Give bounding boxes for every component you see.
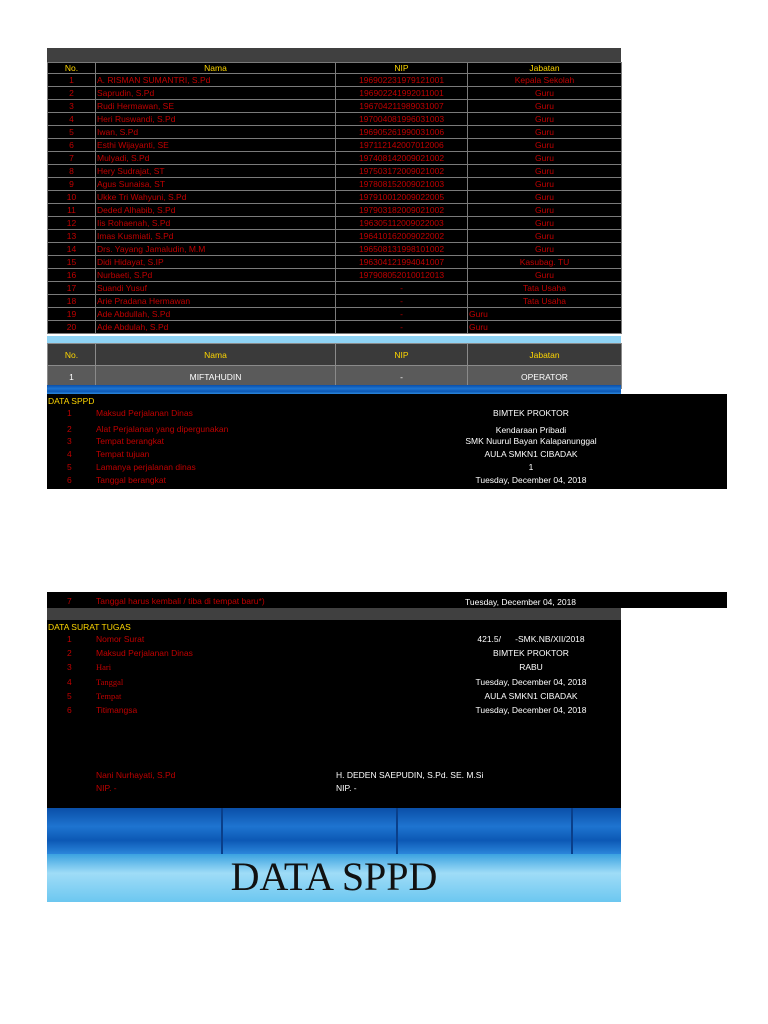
cell-no: 19 [48,308,96,321]
table-row [48,126,622,139]
cell-jabatan: Tata Usaha [468,282,622,295]
col-header-nama: Nama [96,63,336,74]
col-header-no: No. [48,63,96,74]
cell-jabatan: Guru [468,87,622,100]
sppd-item-no: 6 [67,475,72,485]
cell-nip: 197910012009022005 [336,191,468,204]
cell-nip: 197408142009021002 [336,152,468,165]
banner [47,808,621,902]
sppd-item-label: Alat Perjalanan yang dipergunakan [96,424,229,434]
cell-no: 12 [48,217,96,230]
cell-nama: Mulyadi, S.Pd [96,152,336,165]
cell-no: 1 [48,74,96,87]
cell-nama: Ade Abdullah, S.Pd [96,308,336,321]
op-no: 1 [48,366,96,389]
table-row [48,269,622,282]
cell-nama: Hery Sudrajat, ST [96,165,336,178]
surat-item-no: 3 [67,662,72,672]
cell-jabatan: Guru [468,191,622,204]
op-nama: MIFTAHUDIN [96,366,336,389]
cell-nip: 197908052010012013 [336,269,468,282]
wave-strip [47,385,621,394]
signer-right-name: H. DEDEN SAEPUDIN, S.Pd. SE. M.Si [336,770,484,780]
sppd-item-label: Tempat berangkat [96,436,165,446]
table-row [48,256,622,269]
surat-item-label: Tempat [96,691,122,701]
surat-item-value: Tuesday, December 04, 2018 [475,705,587,715]
cell-jabatan: Guru [468,113,622,126]
cell-no: 13 [48,230,96,243]
cell-jabatan: Tata Usaha [468,295,622,308]
table-row [48,87,622,100]
cell-no: 9 [48,178,96,191]
cell-nip: - [336,295,468,308]
cell-jabatan: Guru [468,152,622,165]
cell-nip: 196508131998101002 [336,243,468,256]
banner-wave-top [47,808,621,854]
cell-nip: 196304121994041007 [336,256,468,269]
cell-no: 15 [48,256,96,269]
surat-item-value: BIMTEK PROKTOR [493,648,569,658]
banner-wave-divider [396,808,398,854]
cell-jabatan: Guru [468,269,622,282]
table-row [48,191,622,204]
surat-item-no: 1 [67,634,72,644]
banner-wave-divider [221,808,223,854]
staff-table-header [48,63,622,74]
sppd-item-label: Maksud Perjalanan Dinas [96,408,193,418]
cell-jabatan: Guru [468,321,622,334]
cell-nip: 196905261990031006 [336,126,468,139]
cell-nama: Deded Alhabib, S.Pd [96,204,336,217]
cell-no: 20 [48,321,96,334]
cell-nip: 196902231979121001 [336,74,468,87]
cell-nama: Nurbaeti, S.Pd [96,269,336,282]
table-row [48,321,622,334]
surat-item-no: 6 [67,705,72,715]
surat-item-value: RABU [519,662,543,672]
cell-nama: Saprudin, S.Pd [96,87,336,100]
gray-divider [47,608,621,620]
cell-jabatan: Guru [468,230,622,243]
surat-item-value: AULA SMKN1 CIBADAK [484,691,578,701]
cell-jabatan: Guru [468,243,622,256]
op-header-no: No. [48,344,96,366]
surat-item-label: Tanggal [96,677,124,687]
surat-item-label: Hari [96,662,112,672]
cell-no: 4 [48,113,96,126]
op-header-nama: Nama [96,344,336,366]
cell-no: 6 [48,139,96,152]
sppd-item-value: 1 [528,462,534,472]
cell-jabatan: Guru [468,165,622,178]
sppd-item-no: 1 [67,408,72,418]
sppd-item-label: Tanggal berangkat [96,475,166,485]
sppd-item-no: 4 [67,449,72,459]
col-header-jabatan: Jabatan [468,63,622,74]
cell-jabatan: Guru [468,217,622,230]
cell-no: 8 [48,165,96,178]
table-row [48,139,622,152]
banner-wave-divider [571,808,573,854]
table-row [48,230,622,243]
table-row [48,100,622,113]
col-header-nip: NIP [336,63,468,74]
cell-nama: Imas Kusmiati, S.Pd [96,230,336,243]
sppd-item7-no: 7 [67,596,72,606]
sppd-item7-label: Tanggal harus kembali / tiba di tempat baru*) [96,596,265,606]
cell-nip: 196305112009022003 [336,217,468,230]
surat-item-no: 5 [67,691,72,701]
cell-jabatan: Guru [468,308,622,321]
table-row [48,113,622,126]
cell-nip: 197808152009021003 [336,178,468,191]
sppd-item-value: SMK Nuurul Bayan Kalapanunggal [465,436,597,446]
cell-nama: Drs. Yayang Jamaludin, M.M [96,243,336,256]
cell-nip: 196704211989031007 [336,100,468,113]
signer-left-name: Nani Nurhayati, S.Pd [96,770,176,780]
top-header-bar [47,48,621,62]
cell-nama: Didi Hidayat, S.IP [96,256,336,269]
sppd-item-value: AULA SMKN1 CIBADAK [484,449,578,459]
cell-nip: - [336,321,468,334]
cell-no: 3 [48,100,96,113]
sppd-item-value: Tuesday, December 04, 2018 [475,475,587,485]
cell-nama: Ukke Tri Wahyuni, S.Pd [96,191,336,204]
cell-nama: Iwan, S.Pd [96,126,336,139]
table-row [48,165,622,178]
table-row [48,243,622,256]
cell-nip: 197503172009021002 [336,165,468,178]
cell-no: 18 [48,295,96,308]
cell-jabatan: Guru [468,100,622,113]
surat-item-label: Maksud Perjalanan Dinas [96,648,193,658]
cell-no: 10 [48,191,96,204]
cell-nama: Rudi Hermawan, SE [96,100,336,113]
operator-table [47,343,622,389]
table-row [48,217,622,230]
sppd-item-no: 5 [67,462,72,472]
op-jabatan: OPERATOR [468,366,622,389]
surat-item-no: 2 [67,648,72,658]
cell-jabatan: Guru [468,139,622,152]
cell-nip: 196902241992011001 [336,87,468,100]
sppd-title: DATA SPPD [48,396,95,406]
cell-nip: 197004081996031003 [336,113,468,126]
operator-table-header [48,344,622,366]
cell-no: 17 [48,282,96,295]
table-row [48,204,622,217]
signer-left-nip: NIP. - [96,783,117,793]
table-row [48,74,622,87]
cell-nama: Arie Pradana Hermawan [96,295,336,308]
op-nip: - [336,366,468,389]
cell-nip: - [336,308,468,321]
table-row [48,178,622,191]
cell-nama: A. RISMAN SUMANTRI, S.Pd [96,74,336,87]
sppd-item-label: Lamanya perjalanan dinas [96,462,196,472]
cell-nama: Ade Abdulah, S.Pd [96,321,336,334]
cell-nip: 196410162009022002 [336,230,468,243]
banner-title: DATA SPPD [230,854,438,899]
cell-nip: 197903182009021002 [336,204,468,217]
cell-nama: Esthi Wijayanti, SE [96,139,336,152]
cell-jabatan: Guru [468,126,622,139]
cell-no: 2 [48,87,96,100]
cell-nama: Iis Rohaenah, S.Pd [96,217,336,230]
surat-item-label: Nomor Surat [96,634,145,644]
table-row [48,308,622,321]
cell-no: 7 [48,152,96,165]
surat-item-label: Titimangsa [96,705,138,715]
sppd-item-value: Kendaraan Pribadi [495,425,567,435]
surat-item-value: 421.5/ -SMK.NB/XII/2018 [477,634,585,644]
sppd-item-label: Tempat tujuan [96,449,150,459]
surat-title: DATA SURAT TUGAS [48,622,131,632]
surat-item-value: Tuesday, December 04, 2018 [475,677,587,687]
cell-jabatan: Guru [468,178,622,191]
cell-nip: 197112142007012006 [336,139,468,152]
op-header-jabatan: Jabatan [468,344,622,366]
sppd-item-value: BIMTEK PROKTOR [493,408,569,418]
cell-nama: Heri Ruswandi, S.Pd [96,113,336,126]
cell-no: 11 [48,204,96,217]
sppd-item7-value: Tuesday, December 04, 2018 [465,597,577,607]
cell-no: 5 [48,126,96,139]
separator-strip [47,336,621,343]
sppd-item-no: 2 [67,424,72,434]
signer-right-nip: NIP. - [336,783,357,793]
cell-jabatan: Kepala Sekolah [468,74,622,87]
table-row [48,282,622,295]
op-header-nip: NIP [336,344,468,366]
cell-nama: Suandi Yusuf [96,282,336,295]
staff-table [47,62,622,334]
cell-nama: Agus Sunaisa, ST [96,178,336,191]
surat-item-no: 4 [67,677,72,687]
cell-jabatan: Guru [468,204,622,217]
cell-no: 14 [48,243,96,256]
cell-no: 16 [48,269,96,282]
cell-jabatan: Kasubag. TU [468,256,622,269]
cell-nip: - [336,282,468,295]
table-row [48,295,622,308]
sppd-item-no: 3 [67,436,72,446]
table-row [48,152,622,165]
